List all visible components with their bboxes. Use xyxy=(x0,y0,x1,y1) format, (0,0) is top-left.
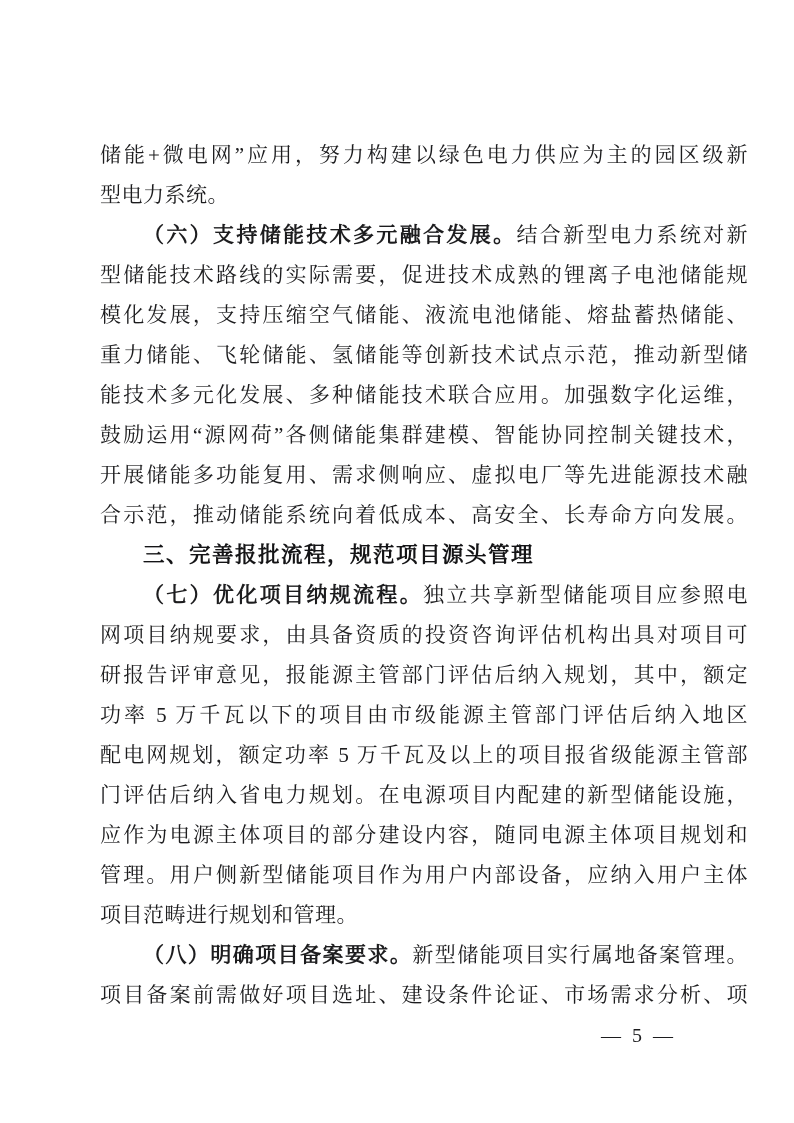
text-line xyxy=(100,895,748,935)
emphasis-text: （六）支持储能技术多元融合发展。 xyxy=(143,223,517,247)
body-text: 项目范畴进行规划和管理。 xyxy=(100,903,358,927)
text-line xyxy=(100,455,748,495)
body-text: 配电网规划，额定功率 5 万千瓦及以上的项目报省级能源主管部 xyxy=(100,743,748,767)
body-text: 合示范，推动储能系统向着低成本、高安全、长寿命方向发展。 xyxy=(100,503,748,527)
body-text: 结合新型电力系统对新 xyxy=(516,223,749,247)
text-line xyxy=(100,215,748,255)
text-line xyxy=(100,815,748,855)
body-text: 新型储能项目实行属地备案管理。 xyxy=(412,943,749,967)
emphasis-text: （七）优化项目纳规流程。 xyxy=(143,583,424,607)
text-line xyxy=(100,615,748,655)
body-text: 项目备案前需做好项目选址、建设条件论证、市场需求分析、项 xyxy=(100,983,748,1007)
text-line xyxy=(100,295,748,335)
text-line xyxy=(100,255,748,295)
text-line xyxy=(100,575,748,615)
body-text: 应作为电源主体项目的部分建设内容，随同电源主体项目规划和 xyxy=(100,823,748,847)
text-line xyxy=(100,415,748,455)
body-text: 模化发展，支持压缩空气储能、液流电池储能、熔盐蓄热储能、 xyxy=(100,303,748,327)
body-text: 研报告评审意见，报能源主管部门评估后纳入规划，其中，额定 xyxy=(100,663,748,687)
text-line xyxy=(100,735,748,775)
emphasis-text: （八）明确项目备案要求。 xyxy=(143,943,413,967)
emphasis-text: 三、完善报批流程，规范项目源头管理 xyxy=(143,543,535,567)
body-text: 功率 5 万千瓦以下的项目由市级能源主管部门评估后纳入地区 xyxy=(100,703,748,727)
text-line xyxy=(100,695,748,735)
text-line xyxy=(100,855,748,895)
text-line xyxy=(100,135,748,175)
body-text: 能技术多元化发展、多种储能技术联合应用。加强数字化运维， xyxy=(100,383,748,407)
text-line xyxy=(100,375,748,415)
body-text: 管理。用户侧新型储能项目作为用户内部设备，应纳入用户主体 xyxy=(100,863,748,887)
text-line xyxy=(100,975,748,1015)
body-text: 开展储能多功能复用、需求侧响应、虚拟电厂等先进能源技术融 xyxy=(100,463,748,487)
body-text: 独立共享新型储能项目应参照电 xyxy=(423,583,749,607)
body-text: 型储能技术路线的实际需要，促进技术成熟的锂离子电池储能规 xyxy=(100,263,748,287)
body-text: 网项目纳规要求，由具备资质的投资咨询评估机构出具对项目可 xyxy=(100,623,748,647)
section-heading xyxy=(100,535,748,575)
text-line xyxy=(100,175,748,215)
body-text: 储能+微电网”应用，努力构建以绿色电力供应为主的园区级新 xyxy=(100,143,748,167)
text-line xyxy=(100,775,748,815)
body-text: 重力储能、飞轮储能、氢储能等创新技术试点示范，推动新型储 xyxy=(100,343,748,367)
body-text: 鼓励运用“源网荷”各侧储能集群建模、智能协同控制关键技术， xyxy=(100,423,748,447)
text-line xyxy=(100,935,748,975)
page-number: — 5 — xyxy=(601,1025,676,1047)
text-line xyxy=(100,335,748,375)
body-text: 门评估后纳入省电力规划。在电源项目内配建的新型储能设施， xyxy=(100,783,748,807)
body-text: 型电力系统。 xyxy=(100,183,229,207)
document-body xyxy=(100,135,748,1015)
text-line xyxy=(100,495,748,535)
text-line xyxy=(100,655,748,695)
